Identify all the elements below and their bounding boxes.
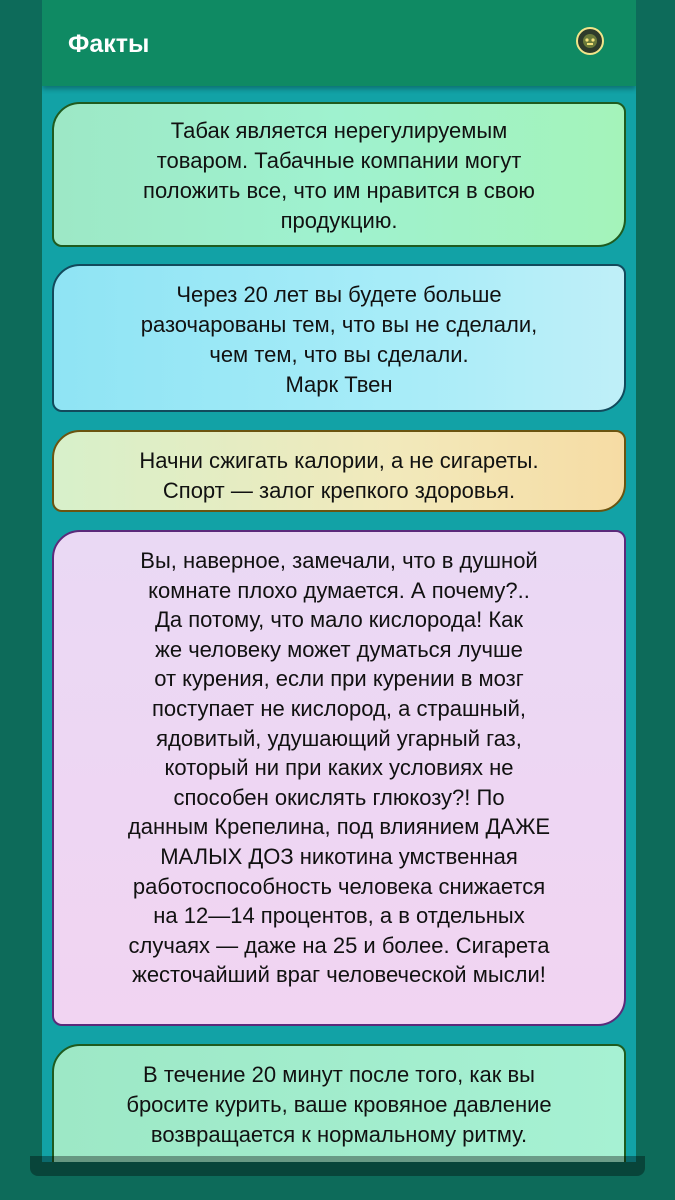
app-screen — [42, 0, 636, 1162]
page-title: Факты — [68, 30, 150, 58]
fact-card-2[interactable]: Через 20 лет вы будете больше разочарованы тем, что вы не сделали, чем тем, что вы сделали. Марк Твен — [52, 264, 626, 412]
fact-card-5[interactable]: В течение 20 минут после того, как вы бросите курить, ваше кровяное давление возвращается к нормальному ритму. — [52, 1044, 626, 1162]
fact-card-4[interactable]: Вы, наверное, замечали, что в душной комнате плохо думается. А почему?.. Да потому, что мало кислорода! Как же человеку может думаться лучше от курения, если при курении в мозг поступает не кислород, а страшный, ядовитый, удушающий угарный газ, который ни при каких условиях не способен окислять глюкозу?! По данным Крепелина, под влиянием ДАЖЕ МАЛЫХ ДОЗ никотина умственная работоспособность человека снижается на 12—14 процентов, а в отдельных случаях — даже на 25 и более. Сигарета жесточайший враг человеческой мысли! — [52, 530, 626, 1026]
fact-card-1[interactable]: Табак является нерегулируемым товаром. Табачные компании могут положить все, что им нравится в свою продукцию. — [52, 102, 626, 247]
fact-card-3[interactable]: Начни сжигать калории, а не сигареты. Спорт — залог крепкого здоровья. — [52, 430, 626, 512]
app-bar — [42, 0, 636, 86]
screen-bottom-edge — [30, 1156, 645, 1176]
monkey-avatar-icon[interactable] — [576, 27, 604, 55]
